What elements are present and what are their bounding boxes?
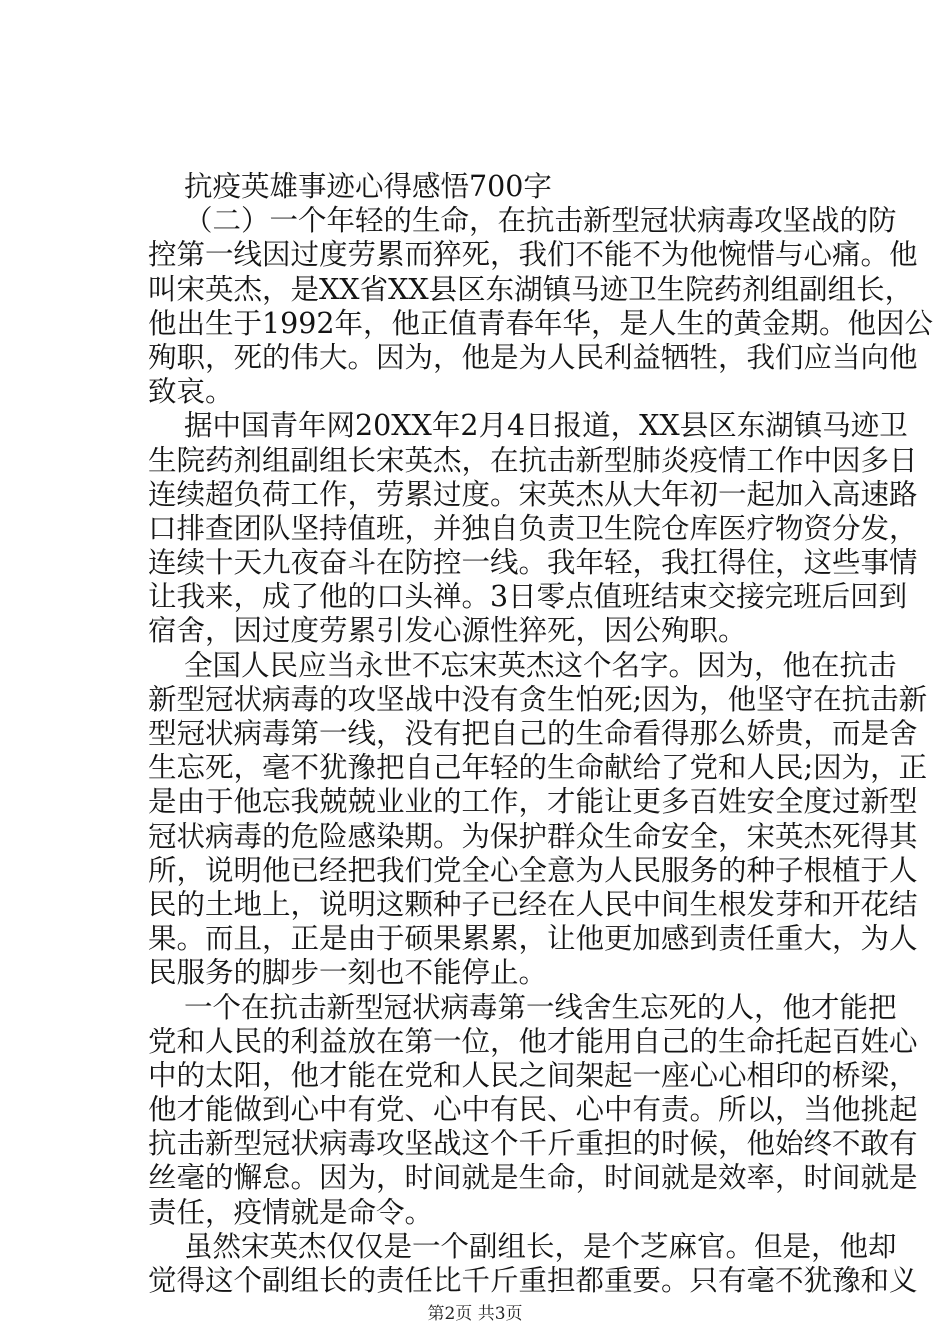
paragraph-line: 虽然宋英杰仅仅是一个副组长，是个芝麻官。但是，他却: [184, 1229, 897, 1263]
paragraph-line: 是由于他忘我兢兢业业的工作，才能让更多百姓安全度过新型: [148, 785, 918, 819]
paragraph-line: 责任，疫情就是命令。: [148, 1195, 434, 1229]
document-body: [148, 170, 934, 1298]
paragraph-line: 连续超负荷工作，劳累过度。宋英杰从大年初一起加入高速路: [148, 477, 918, 511]
paragraph-line: 所，说明他已经把我们党全心全意为人民服务的种子根植于人: [148, 853, 918, 887]
paragraph-line: 宿舍，因过度劳累引发心源性猝死，因公殉职。: [148, 614, 747, 648]
document-title: 抗疫英雄事迹心得感悟700字: [184, 170, 552, 203]
paragraph-line: 型冠状病毒第一线，没有把自己的生命看得那么娇贵，而是舍: [148, 717, 918, 750]
paragraph-line: 新型冠状病毒的攻坚战中没有贪生怕死;因为，他坚守在抗击新: [148, 682, 928, 716]
paragraph-line: 他出生于1992年，他正值青春年华，是人生的黄金期。他因公: [148, 306, 934, 340]
paragraph-line: 党和人民的利益放在第一位，他才能用自己的生命托起百姓心: [148, 1024, 918, 1058]
page-footer: 第2页 共3页: [427, 1304, 523, 1324]
paragraph: [148, 409, 918, 648]
paragraph-line: 控第一线因过度劳累而猝死，我们不能不为他惋惜与心痛。他: [148, 238, 918, 272]
paragraph-line: 据中国青年网20XX年2月4日报道，XX县区东湖镇马迹卫: [184, 409, 908, 443]
paragraph-line: 全国人民应当永世不忘宋英杰这个名字。因为，他在抗击: [184, 648, 897, 682]
paragraph-line: 口排查团队坚持值班，并独自负责卫生院仓库医疗物资分发，: [148, 511, 918, 545]
paragraph-line: 致哀。: [148, 375, 234, 409]
paragraph-line: 民服务的脚步一刻也不能停止。: [148, 956, 548, 990]
paragraph: [148, 648, 928, 991]
paragraph-line: 觉得这个副组长的责任比千斤重担都重要。只有毫不犹豫和义: [148, 1264, 918, 1297]
paragraph-line: 连续十天九夜奋斗在防控一线。我年轻，我扛得住，这些事情: [148, 546, 918, 580]
paragraph-line: 抗击新型冠状病毒攻坚战这个千斤重担的时候，他始终不敢有: [148, 1127, 918, 1161]
paragraph-line: 丝毫的懈怠。因为，时间就是生命，时间就是效率，时间就是: [148, 1161, 918, 1195]
paragraph-line: 果。而且，正是由于硕果累累，让他更加感到责任重大，为人: [148, 922, 918, 956]
paragraph-line: 冠状病毒的危险感染期。为保护群众生命安全，宋英杰死得其: [148, 819, 918, 853]
paragraph-line: 他才能做到心中有党、心中有民、心中有责。所以，当他挑起: [148, 1093, 918, 1127]
paragraph: [148, 1229, 918, 1298]
paragraph-line: 生忘死，毫不犹豫把自己年轻的生命献给了党和人民;因为，正: [148, 751, 928, 785]
paragraph: [148, 990, 918, 1230]
paragraph-line: 生院药剂组副组长宋英杰，在抗击新型肺炎疫情工作中因多日: [148, 443, 918, 477]
paragraph: [148, 204, 934, 409]
paragraph-line: 一个在抗击新型冠状病毒第一线舍生忘死的人，他才能把: [184, 990, 897, 1024]
paragraph-line: 殉职，死的伟大。因为，他是为人民利益牺牲，我们应当向他: [148, 340, 918, 374]
paragraph-line: 民的土地上，说明这颗种子已经在人民中间生根发芽和开花结: [148, 887, 918, 921]
paragraph-line: （二）一个年轻的生命，在抗击新型冠状病毒攻坚战的防: [184, 204, 897, 238]
paragraph-line: 让我来，成了他的口头禅。3日零点值班结束交接完班后回到: [148, 580, 908, 614]
paragraph-line: 中的太阳，他才能在党和人民之间架起一座心心相印的桥梁，: [148, 1058, 918, 1092]
paragraph-line: 叫宋英杰，是XX省XX县区东湖镇马迹卫生院药剂组副组长，: [148, 272, 914, 306]
